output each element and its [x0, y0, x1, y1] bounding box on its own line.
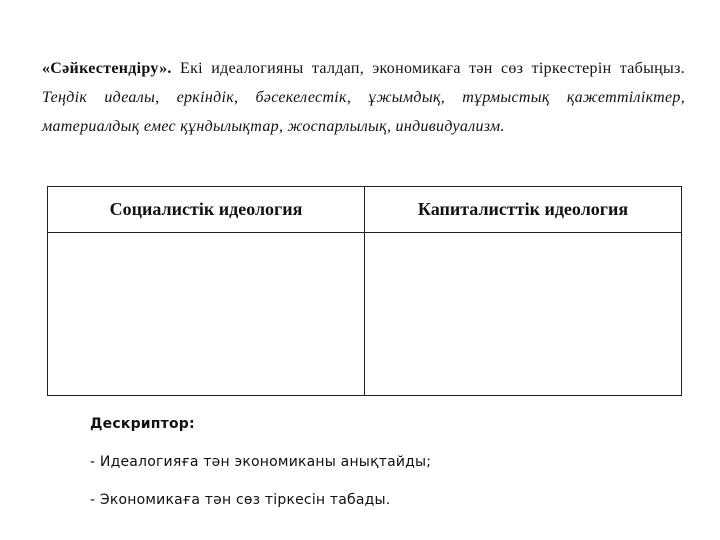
task-word-list: Теңдік идеалы, еркіндік, бәсекелестік, ұжымдық, тұрмыстық қажеттіліктер, материалдық емес құндылықтар, жоспарлылық, индивидуализм. [42, 89, 685, 135]
header-socialist-ideology: Социалистік идеология [48, 187, 365, 233]
descriptor-item: - Экономикаға тән сөз тіркесін табады. [90, 492, 391, 508]
task-paragraph [42, 54, 685, 141]
task-title: «Сәйкестендіру». [42, 60, 172, 77]
table-row [48, 233, 682, 396]
socialist-answer-cell[interactable] [48, 233, 365, 396]
descriptor-item: - Идеалогияға тән экономиканы анықтайды; [90, 454, 432, 470]
descriptor-section [90, 412, 650, 512]
descriptor-title: Дескриптор: [90, 416, 195, 432]
capitalist-answer-cell[interactable] [365, 233, 682, 396]
header-capitalist-ideology: Капиталисттік идеология [365, 187, 682, 233]
ideology-table [47, 186, 682, 396]
task-instruction: Екі идеалогияны талдап, экономикаға тән сөз тіркестерін табыңыз. [171, 60, 685, 77]
table-header-row [48, 187, 682, 233]
